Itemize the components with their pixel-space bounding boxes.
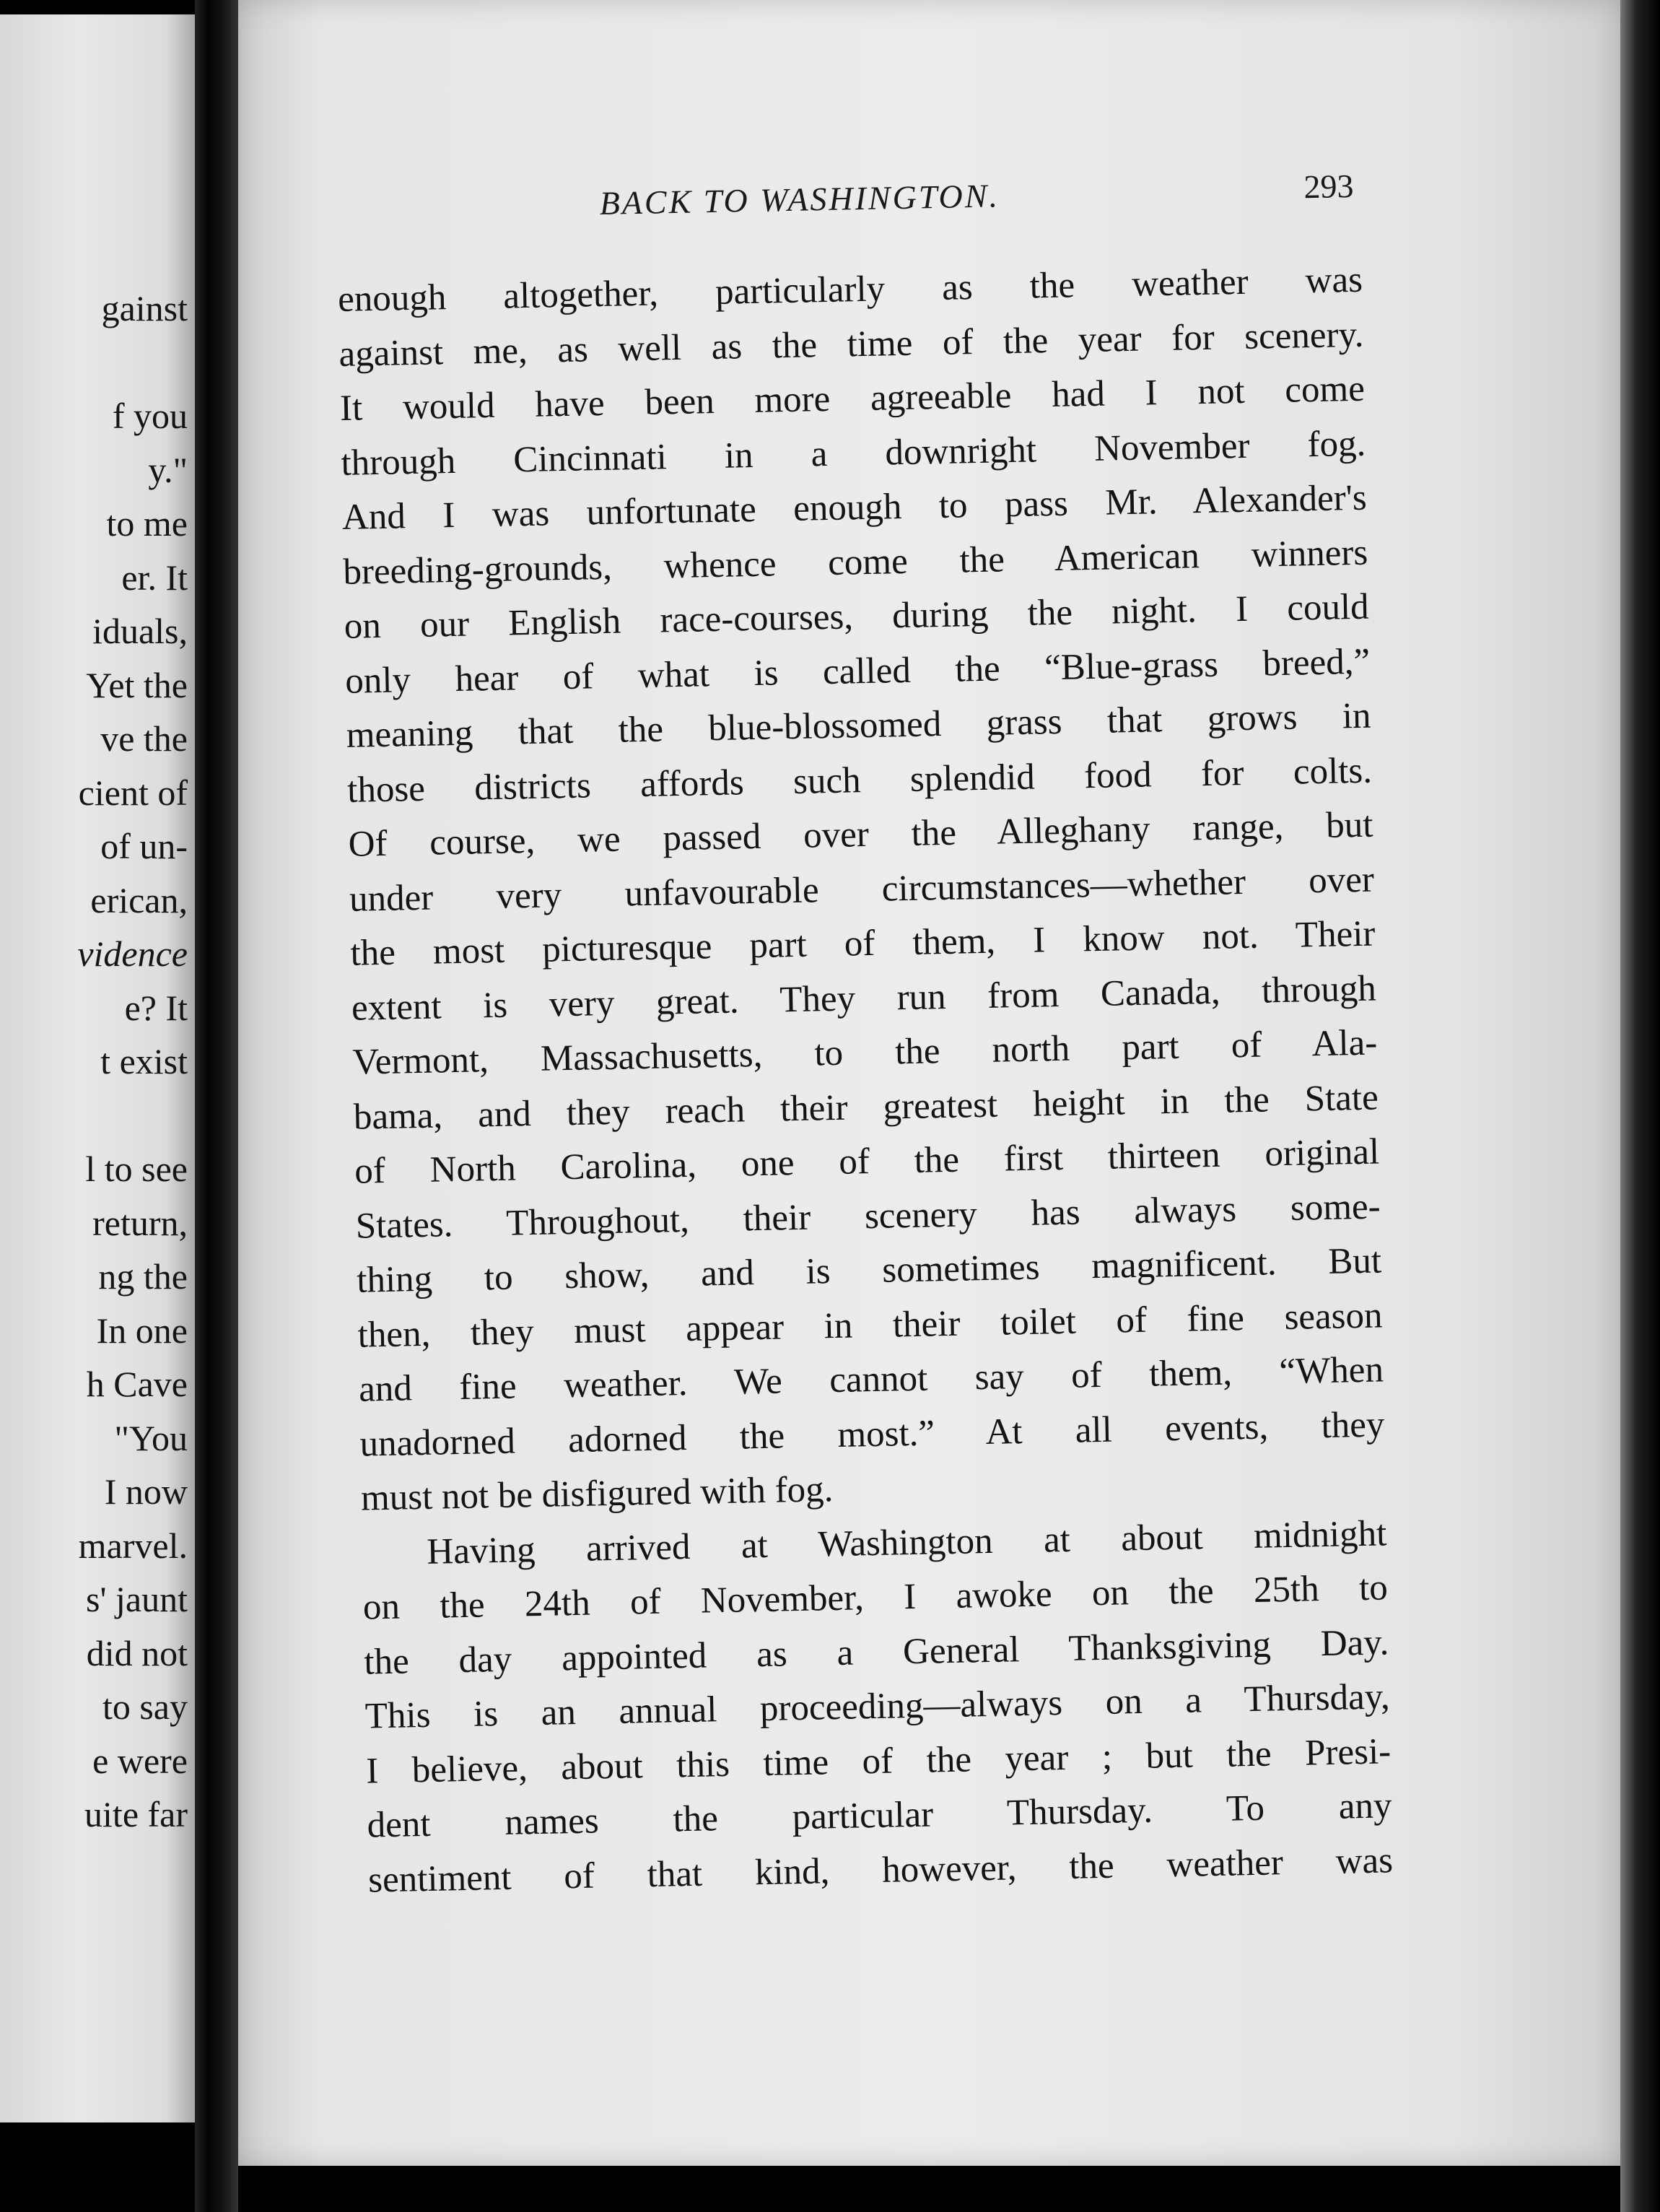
text-line: of North Carolina, one of the first thirteen original [354,1131,1380,1192]
left-line: cient of [78,772,188,813]
text-line: meaning that the blue-blossomed grass that grows in [346,695,1372,756]
left-line [0,336,188,390]
text-line: and fine weather. We cannot say of them, “When [358,1349,1384,1410]
text-line: It would have been more agreeable had I not come [339,368,1366,429]
left-line: er. It [121,557,188,598]
text-line: This is an annual proceeding—always on a Thursday, [364,1676,1391,1737]
left-line: ve the [100,718,188,759]
left-line: s' jaunt [86,1579,188,1619]
left-line: marvel. [78,1525,188,1566]
text-line: breeding-grounds, whence come the American winners [342,532,1368,593]
text-line: Of course, we passed over the Alleghany range, but [348,804,1373,865]
left-line: gainst [101,288,188,328]
text-line: bama, and they reach their greatest height in the State [353,1077,1379,1138]
text-line: thing to show, and is sometimes magnificent. But [356,1240,1382,1301]
text-line: through Cincinnati in a downright November fog. [340,423,1366,484]
text-line: the most picturesque part of them, I know not. Their [350,913,1376,974]
left-line: to me [106,503,188,544]
text-line: enough altogether, particularly as the weather was [337,259,1363,320]
left-line: uite far [84,1794,188,1834]
text-line: dent names the particular Thursday. To any [367,1785,1393,1846]
left-line: In one [96,1310,188,1351]
left-line: I now [104,1471,188,1512]
left-line: vidence [77,933,188,974]
left-line: to say [102,1686,188,1727]
left-line: f you [112,396,188,436]
text-line: Vermont, Massachusetts, to the north part of Ala- [351,1022,1378,1083]
text-line: sentiment of that kind, however, the weather was [367,1839,1394,1901]
left-line: erican, [90,879,188,920]
book-gutter [195,0,238,2212]
text-line: States. Throughout, their scenery has always some- [355,1185,1381,1247]
text-line: I believe, about this time of the year ; but the Presi- [365,1730,1392,1792]
left-page [0,14,195,2122]
left-line: iduals, [92,611,188,651]
text-line: on the 24th of November, I awoke on the 25th to [362,1567,1389,1628]
text-line: must not be disfigured with fog. [360,1469,834,1519]
paragraph [337,253,1386,1526]
left-line: t exist [100,1041,188,1081]
left-line: e? It [124,987,188,1028]
page-edge [1620,0,1660,2212]
page-content [336,161,1394,1908]
left-line: of un- [100,826,188,866]
left-line: did not [86,1632,188,1673]
left-line: ng the [98,1256,188,1297]
left-line: e were [92,1740,188,1781]
text-line: unadorned adorned the most.” At all events, they [359,1403,1385,1465]
text-line: against me, as well as the time of the year for scenery. [338,314,1364,375]
text-line: extent is very great. They run from Canada, through [351,968,1377,1029]
left-line: l to see [85,1149,188,1189]
text-line: the day appointed as a General Thanksgiving Day. [363,1621,1389,1683]
text-line: then, they must appear in their toilet of fine season [357,1294,1383,1356]
left-line: y." [148,449,188,490]
left-line: "You [114,1417,188,1458]
text-line: And I was unfortunate enough to pass Mr. Alexander's [341,477,1368,538]
paragraph [362,1507,1394,1908]
text-line: only hear of what is called the “Blue-grass breed,” [344,641,1371,702]
left-line: Yet the [86,664,188,705]
left-line [0,1089,188,1143]
left-page-text [0,282,188,1842]
text-line: those districts affords such splendid food for colts. [346,750,1373,811]
left-line: h Cave [86,1364,188,1404]
text-line: on our English race-courses, during the night. I could [344,586,1370,647]
text-line: Having arrived at Washington at about midnight [426,1512,1387,1572]
body-text [337,253,1393,1908]
left-line: return, [92,1202,188,1243]
text-line: under very unfavourable circumstances—whether over [349,859,1375,920]
running-title: BACK TO WASHINGTON. [599,177,1000,222]
page-number: 293 [1303,167,1354,206]
